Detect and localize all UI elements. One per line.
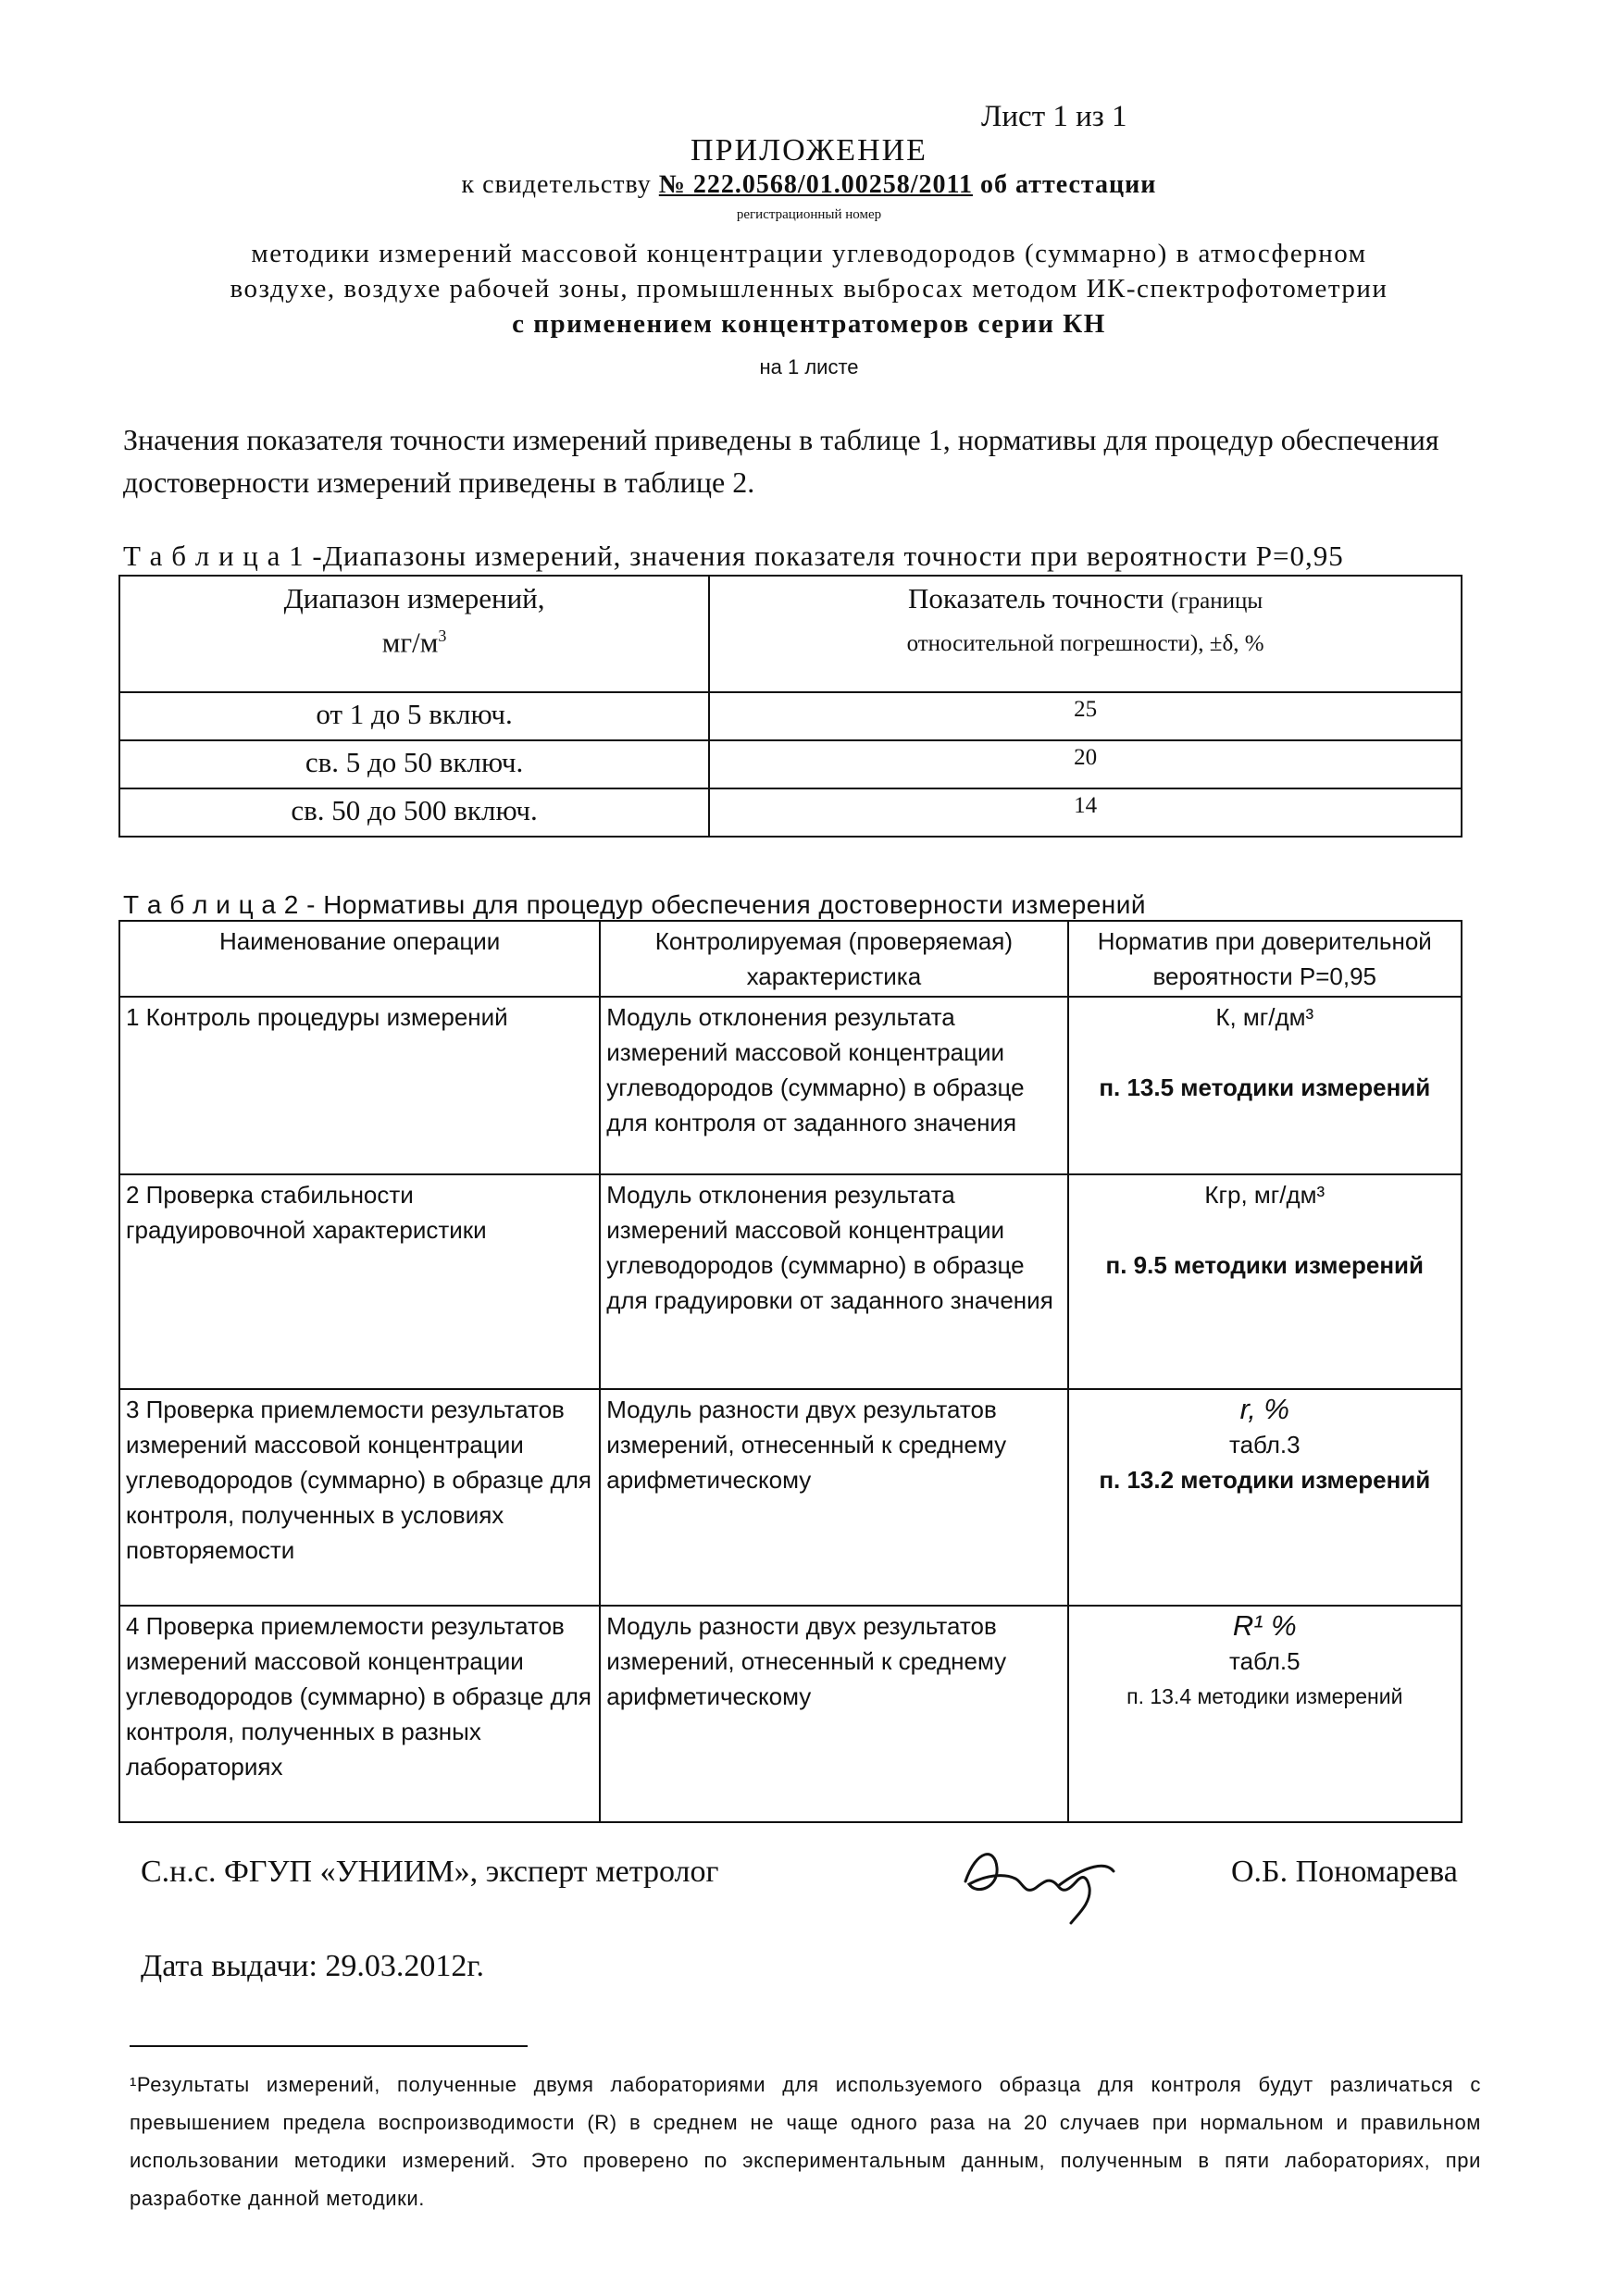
table2-header-norm: Норматив при доверительной вероятности Р=0,95 xyxy=(1068,921,1462,997)
table-row xyxy=(119,692,1462,740)
table-row xyxy=(119,740,1462,788)
operation-cell: 2 Проверка стабильности градуировочной характеристики xyxy=(119,1174,600,1389)
handwritten-signature xyxy=(949,1831,1134,1932)
registration-note: регистрационный номер xyxy=(736,207,882,222)
table1-caption: Т а б л и ц а 1 -Диапазоны измерений, значения показателя точности при вероятности Р=0,95 xyxy=(123,540,1344,572)
table1-range-cell: св. 5 до 50 включ. xyxy=(119,740,709,788)
signer-position: С.н.с. ФГУП «УНИИМ», эксперт метролог xyxy=(141,1855,719,1889)
method-line-2: воздухе, воздухе рабочей зоны, промышленных выбросах методом ИК-спектрофотометрии xyxy=(230,274,1388,304)
table-row xyxy=(119,1606,1462,1822)
method-line-1: методики измерений массовой концентрации углеводородов (суммарно) в атмосферном xyxy=(251,239,1367,268)
norm-cell: К, мг/дм³ п. 13.5 методики измерений xyxy=(1068,997,1462,1174)
certificate-line xyxy=(0,170,1618,200)
method-line-3: с применением концентратомеров серии КН xyxy=(512,309,1106,339)
certificate-prefix: к свидетельству xyxy=(461,170,652,199)
table1-value-cell: 14 xyxy=(709,788,1462,837)
table1-value-cell: 25 xyxy=(709,692,1462,740)
table-row xyxy=(119,788,1462,837)
characteristic-cell: Модуль отклонения результата измерений массовой концентрации углеводородов (суммарно) в образце для контроля от заданного значения xyxy=(600,997,1067,1174)
table1-header-accuracy: Показатель точности (границы относительной погрешности), ±δ, % xyxy=(709,576,1462,692)
issue-date: Дата выдачи: 29.03.2012г. xyxy=(141,1949,485,1983)
norm-cell: r, % табл.3 п. 13.2 методики измерений xyxy=(1068,1389,1462,1606)
method-title xyxy=(93,236,1525,341)
document-title: ПРИЛОЖЕНИЕ xyxy=(691,133,927,168)
operation-cell: 4 Проверка приемлемости результатов измерений массовой концентрации углеводородов (суммарно) в образце для контроля, полученных в разных лабораториях xyxy=(119,1606,600,1822)
intro-paragraph: Значения показателя точности измерений приведены в таблице 1, нормативы для процедур обеспечения достоверности измерений приведены в таблице 2. xyxy=(123,423,1439,499)
table1-range-cell: от 1 до 5 включ. xyxy=(119,692,709,740)
table2-caption: Т а б л и ц а 2 - Нормативы для процедур обеспечения достоверности измерений xyxy=(123,890,1147,919)
sheets-count: на 1 листе xyxy=(759,355,859,379)
table-row xyxy=(119,997,1462,1174)
norm-cell: Кгр, мг/дм³ п. 9.5 методики измерений xyxy=(1068,1174,1462,1389)
table1-value-cell: 20 xyxy=(709,740,1462,788)
norm-cell: R¹ % табл.5 п. 13.4 методики измерений xyxy=(1068,1606,1462,1822)
characteristic-cell: Модуль разности двух результатов измерений, отнесенный к среднему арифметическому xyxy=(600,1389,1067,1606)
sheet-number: Лист 1 из 1 xyxy=(981,100,1127,133)
operation-cell: 3 Проверка приемлемости результатов измерений массовой концентрации углеводородов (суммарно) в образце для контроля, полученных в условиях повторяемости xyxy=(119,1389,600,1606)
certificate-number: № 222.0568/01.00258/2011 xyxy=(658,170,973,199)
characteristic-cell: Модуль отклонения результата измерений массовой концентрации углеводородов (суммарно) в образце для градуировки от заданного значения xyxy=(600,1174,1067,1389)
accuracy-table xyxy=(118,575,1462,838)
signer-name: О.Б. Пономарева xyxy=(1231,1855,1458,1889)
certificate-suffix: об аттестации xyxy=(979,170,1157,199)
footnote-divider xyxy=(130,2045,528,2047)
footnote: ¹Результаты измерений, полученные двумя лабораториями для используемого образца для контроля будут различаться с превышением предела воспроизводимости (R) в среднем не чаще одного раза на 20 случаев при нормальном и правильном использовании методики измерений. Это проверено по экспериментальным данным, полученным в пяти лабораториях, при разработке данной методики. xyxy=(130,2073,1481,2210)
table2-header-operation: Наименование операции xyxy=(119,921,600,997)
table-row xyxy=(119,1174,1462,1389)
operation-cell: 1 Контроль процедуры измерений xyxy=(119,997,600,1174)
table-row xyxy=(119,1389,1462,1606)
characteristic-cell: Модуль разности двух результатов измерений, отнесенный к среднему арифметическому xyxy=(600,1606,1067,1822)
table1-range-cell: св. 50 до 500 включ. xyxy=(119,788,709,837)
table1-header-range: Диапазон измерений, $мг/м^3$ xyxy=(119,576,709,692)
table2-header-characteristic: Контролируемая (проверяемая) характеристика xyxy=(600,921,1067,997)
quality-control-table xyxy=(118,920,1462,1823)
